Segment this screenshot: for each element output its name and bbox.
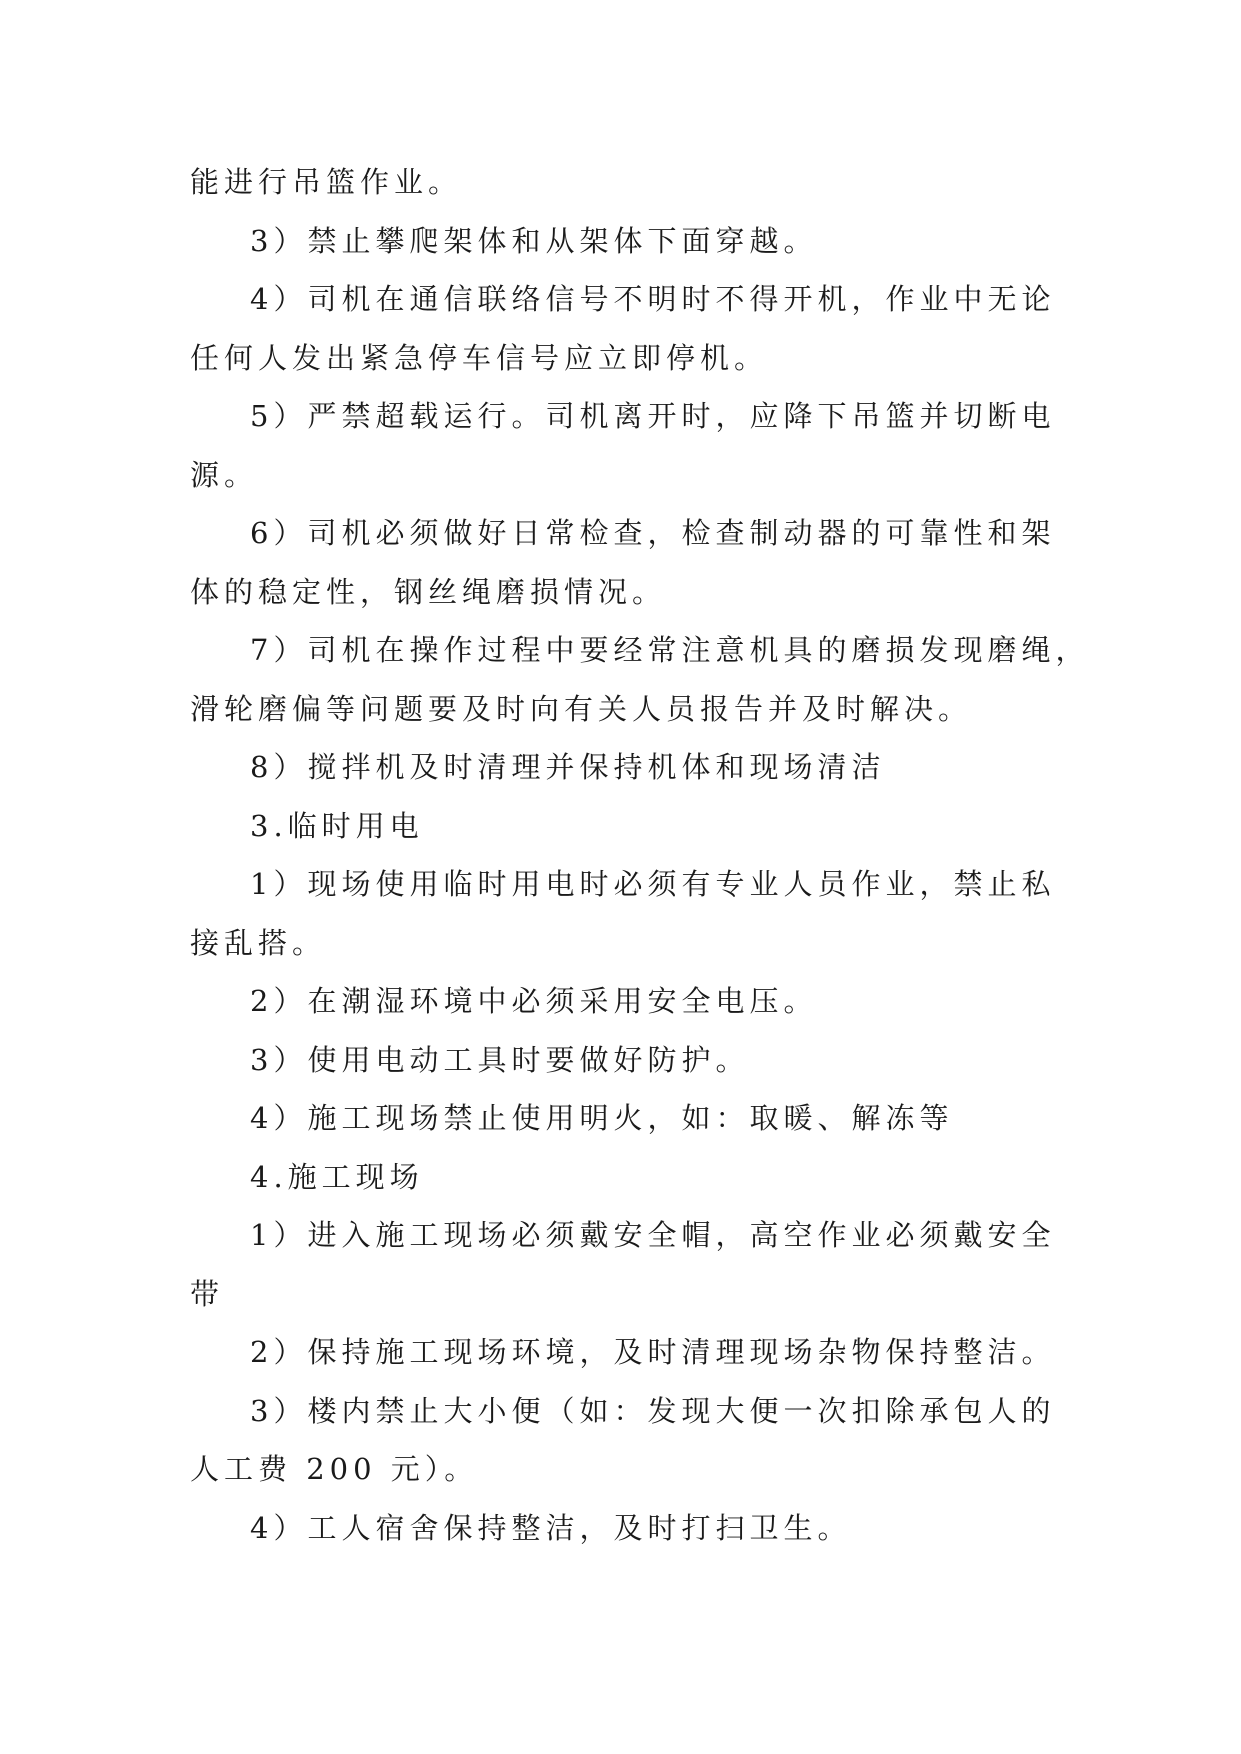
text-line: 3）楼内禁止大小便（如：发现大便一次扣除承包人的 xyxy=(250,1393,1056,1428)
text-line: 能进行吊篮作业。 xyxy=(190,165,463,199)
text-line: 人工费 200 元）。 xyxy=(190,1452,479,1486)
text-line: 1）进入施工现场必须戴安全帽，高空作业必须戴安全 xyxy=(250,1218,1056,1252)
text-line: 体的稳定性，钢丝绳磨损情况。 xyxy=(190,574,667,609)
text-line: 2）保持施工现场环境，及时清理现场杂物保持整洁。 xyxy=(250,1335,1056,1369)
text-line: 接乱搭。 xyxy=(190,925,327,960)
text-line: 任何人发出紧急停车信号应立即停机。 xyxy=(190,340,769,375)
text-line: 2）在潮湿环境中必须采用安全电压。 xyxy=(250,984,818,1018)
document-body xyxy=(190,153,1090,1557)
section-heading: 3.临时用电 xyxy=(250,808,424,843)
text-line: 4）司机在通信联络信号不明时不得开机，作业中无论 xyxy=(250,282,1056,316)
text-line: 4）工人宿舍保持整洁，及时打扫卫生。 xyxy=(250,1510,852,1545)
text-line: 4）施工现场禁止使用明火，如：取暖、解冻等 xyxy=(250,1101,954,1135)
text-line: 源。 xyxy=(190,457,259,492)
section-heading: 4.施工现场 xyxy=(250,1159,424,1194)
text-line: 1）现场使用临时用电时必须有专业人员作业，禁止私 xyxy=(250,867,1056,901)
text-line: 3）禁止攀爬架体和从架体下面穿越。 xyxy=(250,223,818,258)
text-line: 3）使用电动工具时要做好防护。 xyxy=(250,1042,750,1077)
text-line: 带 xyxy=(190,1276,225,1311)
text-line: 7）司机在操作过程中要经常注意机具的磨损发现磨绳， xyxy=(250,633,1090,667)
text-line: 5）严禁超载运行。司机离开时，应降下吊篮并切断电 xyxy=(250,399,1056,433)
text-line: 滑轮磨偏等问题要及时向有关人员报告并及时解决。 xyxy=(190,691,973,726)
text-line: 8）搅拌机及时清理并保持机体和现场清洁 xyxy=(250,750,886,784)
text-line: 6）司机必须做好日常检查，检查制动器的可靠性和架 xyxy=(250,516,1056,550)
